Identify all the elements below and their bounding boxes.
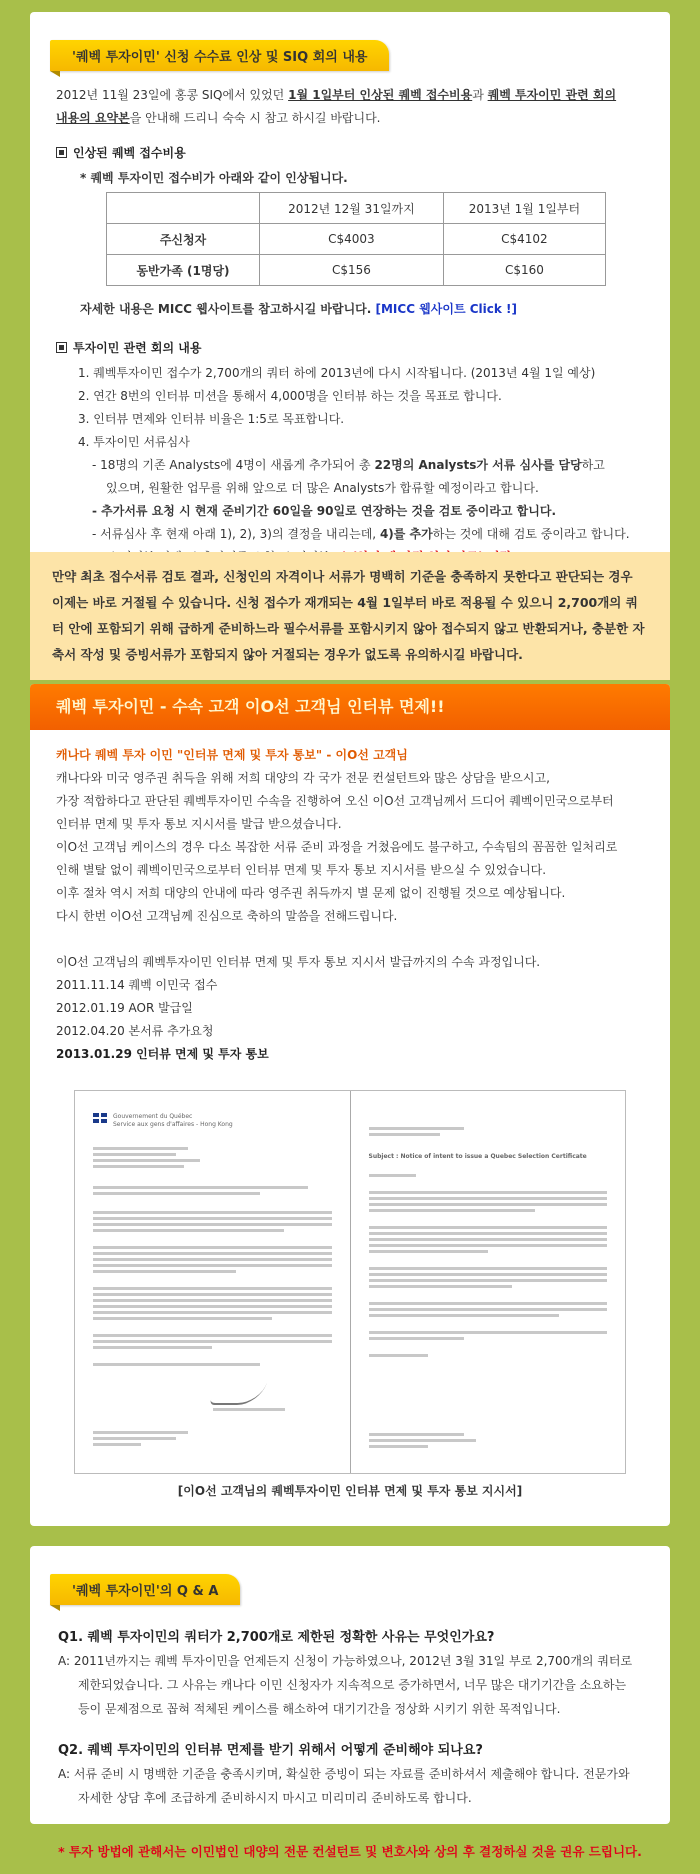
document-image xyxy=(30,1090,670,1499)
process-heading: 이O선 고객님의 퀘벡투자이민 인터뷰 면제 및 투자 통보 지시서 발급까지의 수속 과정입니다. xyxy=(56,955,541,969)
table-header: 2013년 1월 1일부터 xyxy=(443,193,605,224)
paragraph-line: 가장 적합하다고 판단된 퀘벡투자이민 수속을 진행하여 오신 이O선 고객님께서 드디어 퀘벡이민국으로부터 xyxy=(56,794,614,808)
fee-subtitle: * 퀘벡 투자이민 접수비가 아래와 같이 인상됩니다. xyxy=(80,171,348,185)
square-bullet-icon xyxy=(56,147,67,158)
disclaimer-footnote: * 투자 방법에 관해서는 이민법인 대양의 전문 컨설턴트 및 변호사와 상의 후 결정하실 것을 권유 드립니다. xyxy=(58,1844,642,1859)
meeting-heading: 투자이민 관련 회의 내용 xyxy=(56,339,656,356)
timeline-item: 2012.04.20 본서류 추가요청 xyxy=(56,1024,214,1038)
timeline-item-final: 2013.01.29 인터뷰 면제 및 투자 통보 xyxy=(56,1047,269,1061)
table-row: 주신청자 C$4003 C$4102 xyxy=(107,224,606,255)
list-item: 4. 투자이민 서류심사 xyxy=(78,435,190,449)
fee-section-card xyxy=(30,12,670,672)
answer-2: A: 서류 준비 시 명백한 기준을 충족시키며, 확실한 증빙이 되는 자료를 준비하셔서 제출해야 합니다. 전문가와 자세한 상담 후에 조급하게 준비하시지 마시고 미리미리 준비하도록 합니다. xyxy=(58,1767,630,1805)
list-item: - 추가서류 요청 시 현재 준비기간 60일을 90일로 연장하는 것을 검토 중이라고 합니다. xyxy=(92,504,557,518)
document-text-block xyxy=(93,1147,332,1446)
qa-section-tab: '퀘벡 투자이민'의 Q & A xyxy=(50,1574,240,1605)
intro-text: 2012년 11월 23일에 홍콩 SIQ에서 있었던 1월 1일부터 인상된 퀘벡 접수비용과 퀘벡 투자이민 관련 회의 내용의 요약본을 안내해 드리니 숙숙 시 참고 하시길 바랍니다. xyxy=(56,88,617,125)
document-page-right xyxy=(351,1091,626,1473)
meeting-list xyxy=(78,362,656,569)
document-caption: [이O선 고객님의 퀘벡투자이민 인터뷰 면제 및 투자 통보 지시서] xyxy=(177,1484,523,1498)
timeline-item: 2011.11.14 퀘벡 이민국 접수 xyxy=(56,978,218,992)
question-2: Q2. 퀘벡 투자이민의 인터뷰 면제를 받기 위해서 어떻게 준비해야 되나요? xyxy=(58,1743,483,1758)
fee-section-tab: '퀘벡 투자이민' 신청 수수료 인상 및 SIQ 회의 내용 xyxy=(50,40,389,71)
interview-body xyxy=(30,730,670,1066)
list-item: - 서류심사 후 현재 아래 1), 2), 3)의 결정을 내리는데, 4)를 추가하는 것에 대해 검토 중이라고 합니다. xyxy=(92,527,630,541)
document-right-subject: Subject : Notice of intent to issue a Quebec Selection Certificate xyxy=(368,1153,587,1160)
paragraph-line: 이O선 고객님 케이스의 경우 다소 복잡한 서류 준비 과정을 거쳤음에도 불구하고, 수속팀의 꼼꼼한 일처리로 xyxy=(56,840,618,854)
signature-icon xyxy=(209,1383,267,1405)
list-item: 2. 연간 8번의 인터뷰 미션을 통해서 4,000명을 인터뷰 하는 것을 목표로 합니다. xyxy=(78,389,502,403)
question-1: Q1. 퀘벡 투자이민의 쿼터가 2,700개로 제한된 정확한 사유는 무엇인가요? xyxy=(58,1630,495,1645)
rejection-notice: 만약 최초 접수서류 검토 결과, 신청인의 자격이나 서류가 명백히 기준을 충족하지 못한다고 판단되는 경우 이제는 바로 거절될 수 있습니다. 신청 접수가 재개되는 4월 1일부터 바로 적용될 수 있으니 2,700개의 쿼터 안에 포함되기 위해 급하게 준비하느라 필수서류를 포함시키지 않아 접수되지 않고 반환되거나, 충분한 자축서 작성 및 증빙서류가 포함되지 않아 거절되는 경우가 없도록 유의하시길 바랍니다. xyxy=(30,552,670,680)
document-page-left xyxy=(75,1091,351,1473)
document-scan xyxy=(74,1090,626,1474)
paragraph-line: 이후 절차 역시 저희 대양의 안내에 따라 영주권 취득까지 별 문제 없이 진행될 것으로 예상됩니다. xyxy=(56,886,566,900)
fee-table xyxy=(106,192,606,286)
fee-section-body xyxy=(56,84,656,569)
interview-banner: 퀘벡 투자이민 - 수속 고객 이O선 고객님 인터뷰 면제!! xyxy=(30,684,670,730)
micc-website-link[interactable]: [MICC 웹사이트 Click !] xyxy=(375,302,517,316)
quebec-flag-icon xyxy=(93,1113,107,1123)
list-item: 있으며, 원활한 업무를 위해 앞으로 더 많은 Analysts가 합류할 예정이라고 합니다. xyxy=(106,481,539,495)
table-header: 2012년 12월 31일까지 xyxy=(260,193,444,224)
fee-heading: 인상된 퀘벡 접수비용 xyxy=(56,144,656,161)
table-header-row xyxy=(107,193,606,224)
square-bullet-icon xyxy=(56,342,67,353)
list-item: 1. 퀘벡투자이민 접수가 2,700개의 쿼터 하에 2013년에 다시 시작됩니다. (2013년 4월 1일 예상) xyxy=(78,366,596,380)
list-item: - 18명의 기존 Analysts에 4명이 새롭게 추가되어 총 22명의 Analysts가 서류 심사를 담당하고 xyxy=(92,458,605,472)
qa-body xyxy=(58,1626,658,1810)
timeline-item: 2012.01.19 AOR 발급일 xyxy=(56,1001,193,1015)
micc-note: 자세한 내용은 MICC 웹사이트를 참고하시길 바랍니다. [MICC 웹사이트 Click !] xyxy=(80,302,517,316)
qa-section-card xyxy=(30,1546,670,1824)
paragraph-line: 인해 별탈 없이 퀘벡이민국으로부터 인터뷰 면제 및 투자 통보 지시서를 받으실 수 있었습니다. xyxy=(56,863,547,877)
table-row: 동반가족 (1명당) C$156 C$160 xyxy=(107,255,606,286)
paragraph-line: 다시 한번 이O선 고객님께 진심으로 축하의 말씀을 전해드립니다. xyxy=(56,909,398,923)
interview-section-card xyxy=(30,684,670,1526)
interview-subtitle: 캐나다 퀘벡 투자 이민 "인터뷰 면제 및 투자 통보" - 이O선 고객님 xyxy=(56,748,408,762)
paragraph-line: 캐나다와 미국 영주권 취득을 위해 저희 대양의 각 국가 전문 컨설턴트와 많은 상담을 받으시고, xyxy=(56,771,550,785)
paragraph-line: 인터뷰 면제 및 투자 통보 지시서를 발급 받으셨습니다. xyxy=(56,817,342,831)
answer-1: A: 2011년까지는 퀘벡 투자이민을 언제든지 신청이 가능하였으나, 2012년 3월 31일 부로 2,700개의 쿼터로 제한되었습니다. 그 사유는 캐나다 이민 신청자가 지속적으로 증가하면서, 너무 많은 대기기간을 소요하는 등이 문제점으로 꼽혀 적체된 케이스를 해소하여 대기기간을 정상화 시키기 위한 목적입니다. xyxy=(58,1654,633,1716)
list-item: 3. 인터뷰 면제와 인터뷰 비율은 1:5로 목표합니다. xyxy=(78,412,345,426)
document-left-header: Gouvernement du Québec Service aux gens d'affaires - Hong Kong xyxy=(113,1113,233,1128)
